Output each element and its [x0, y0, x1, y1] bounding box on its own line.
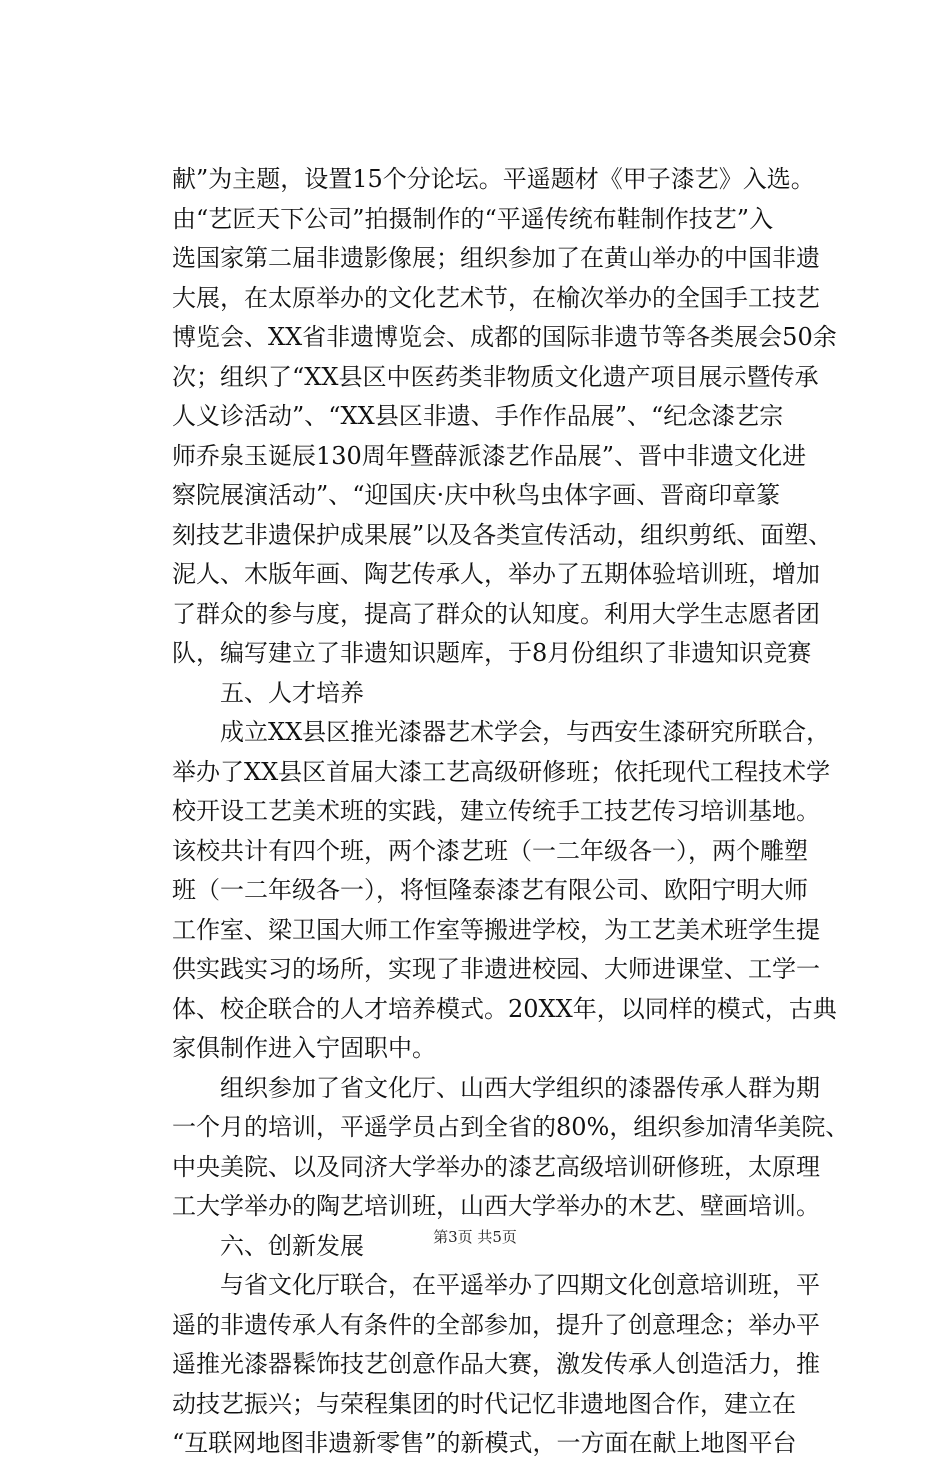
text-line: 举办了XX县区首届大漆工艺高级研修班；依托现代工程技术学 — [172, 757, 831, 786]
text-line: 察院展演活动”、“迎国庆·庆中秋鸟虫体字画、晋商印章篆 — [172, 481, 781, 509]
text-line: 班（一二年级各一），将恒隆泰漆艺有限公司、欧阳宁明大师 — [172, 876, 808, 904]
text-line: 成立XX县区推光漆器艺术学会，与西安生漆研究所联合， — [172, 718, 831, 746]
text-line: 体、校企联合的人才培养模式。20XX年，以同样的模式，古典 — [172, 994, 837, 1023]
text-line: 与省文化厅联合，在平遥举办了四期文化创意培训班，平 — [172, 1271, 820, 1299]
text-line: 动技艺振兴；与荣程集团的时代记忆非遗地图合作，建立在 — [172, 1389, 796, 1418]
text-line: 了群众的参与度，提高了群众的认知度。利用大学生志愿者团 — [172, 599, 820, 628]
text-line: 师乔泉玉诞辰130周年暨薛派漆艺作品展”、晋中非遗文化进 — [172, 441, 807, 470]
text-line: 泥人、木版年画、陶艺传承人，举办了五期体验培训班，增加 — [172, 560, 820, 588]
text-line: 献”为主题，设置15个分论坛。平遥题材《甲子漆艺》入选。 — [172, 165, 815, 193]
text-line: 该校共计有四个班，两个漆艺班（一二年级各一），两个雕塑 — [172, 836, 808, 865]
text-line: 遥推光漆器髹饰技艺创意作品大赛，激发传承人创造活力，推 — [172, 1350, 820, 1378]
text-line: 遥的非遗传承人有条件的全部参加，提升了创意理念；举办平 — [172, 1310, 820, 1339]
text-line: “互联网地图非遗新零售”的新模式，一方面在献上地图平台 — [172, 1429, 797, 1457]
text-line: 人义诊活动”、“XX县区非遗、手作作品展”、“纪念漆艺宗 — [172, 402, 784, 430]
section-heading: 五、人才培养 — [172, 678, 364, 707]
body-text — [172, 160, 850, 1464]
text-line: 大展，在太原举办的文化艺术节，在榆次举办的全国手工技艺 — [172, 283, 820, 312]
section-heading: 六、创新发展 — [172, 1231, 364, 1260]
text-line: 博览会、XX省非遗博览会、成都的国际非遗节等各类展会50余 — [172, 323, 837, 351]
text-line: 选国家第二届非遗影像展；组织参加了在黄山举办的中国非遗 — [172, 244, 820, 272]
text-line: 工作室、梁卫国大师工作室等搬进学校，为工艺美术班学生提 — [172, 915, 820, 944]
text-line: 次；组织了“XX县区中医药类非物质文化遗产项目展示暨传承 — [172, 362, 819, 391]
text-line: 校开设工艺美术班的实践，建立传统手工技艺传习培训基地。 — [172, 797, 820, 825]
text-line: 组织参加了省文化厅、山西大学组织的漆器传承人群为期 — [172, 1073, 820, 1102]
text-line: 队，编写建立了非遗知识题库，于8月份组织了非遗知识竞赛 — [172, 639, 812, 667]
text-line: 由“艺匠天下公司”拍摄制作的“平遥传统布鞋制作技艺”入 — [172, 204, 774, 233]
text-line: 一个月的培训，平遥学员占到全省的80%，组织参加清华美院、 — [172, 1113, 850, 1141]
text-line: 工大学举办的陶艺培训班，山西大学举办的木艺、壁画培训。 — [172, 1192, 820, 1220]
page-number-footer: 第3页 共5页 — [433, 1228, 517, 1246]
text-line: 刻技艺非遗保护成果展”以及各类宣传活动，组织剪纸、面塑、 — [172, 520, 833, 549]
text-line: 家俱制作进入宁固职中。 — [172, 1034, 436, 1062]
text-line: 供实践实习的场所，实现了非遗进校园、大师进课堂、工学一 — [172, 955, 820, 983]
text-line: 中央美院、以及同济大学举办的漆艺高级培训研修班，太原理 — [172, 1152, 820, 1181]
